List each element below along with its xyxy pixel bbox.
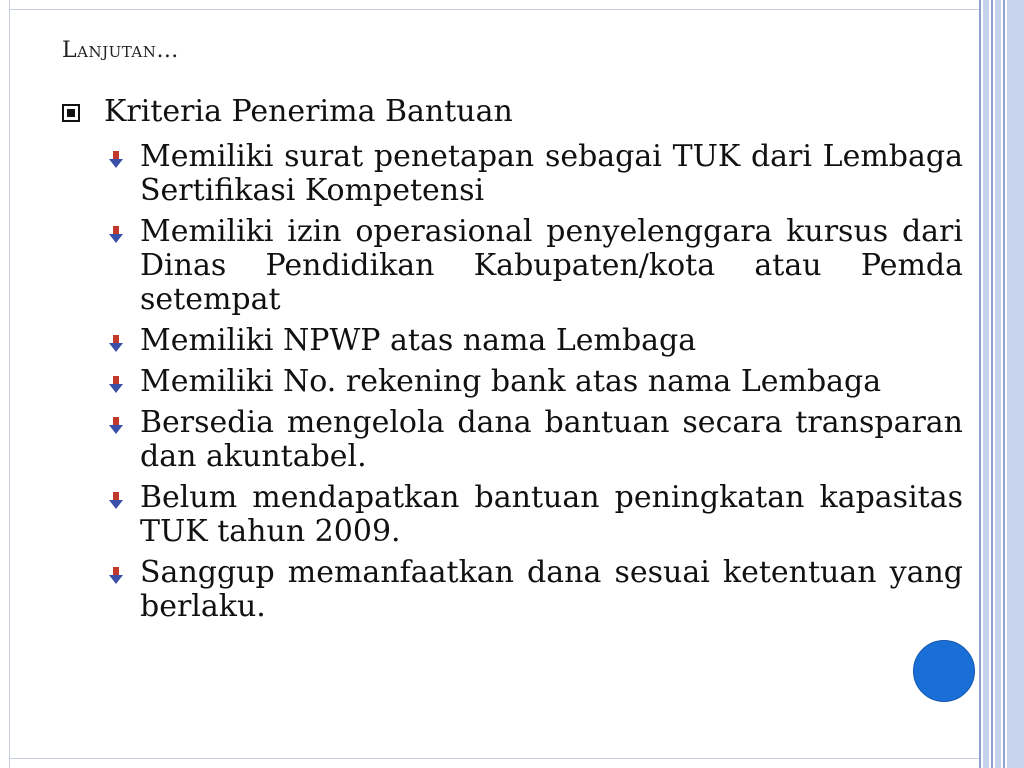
list-item-text: Memiliki izin operasional penyelenggara kursus dari Dinas Pendidikan Kabupaten/kota atau Pemda setempat — [140, 214, 963, 317]
list-item — [108, 406, 963, 474]
down-arrow-bullet-icon — [108, 335, 124, 353]
list-item — [108, 140, 963, 208]
down-arrow-bullet-icon — [108, 376, 124, 394]
criteria-heading: Kriteria Penerima Bantuan — [104, 94, 513, 129]
side-stripe — [983, 0, 989, 768]
list-item-text: Bersedia mengelola dana bantuan secara transparan dan akuntabel. — [140, 405, 963, 474]
slide-title: Lanjutan… — [62, 38, 179, 63]
frame-top-line — [9, 9, 981, 10]
list-item — [108, 365, 963, 399]
down-arrow-bullet-icon — [108, 492, 124, 510]
list-item-text: Memiliki NPWP atas nama Lembaga — [140, 323, 697, 358]
side-stripe — [991, 0, 993, 768]
list-item-text: Belum mendapatkan bantuan peningkatan kapasitas TUK tahun 2009. — [140, 480, 963, 549]
list-item — [108, 215, 963, 317]
down-arrow-bullet-icon — [108, 151, 124, 169]
down-arrow-bullet-icon — [108, 226, 124, 244]
side-stripe — [1003, 0, 1005, 768]
down-arrow-bullet-icon — [108, 417, 124, 435]
level1-bullet-row — [62, 94, 962, 130]
criteria-list — [108, 140, 963, 631]
side-stripe — [1007, 0, 1024, 768]
list-item — [108, 481, 963, 549]
frame-bottom-line — [9, 758, 981, 759]
list-item-text: Sanggup memanfaatkan dana sesuai ketentuan yang berlaku. — [140, 555, 963, 624]
list-item — [108, 556, 963, 624]
list-item-text: Memiliki surat penetapan sebagai TUK dari Lembaga Sertifikasi Kompetensi — [140, 139, 963, 208]
frame-left-line — [9, 0, 10, 768]
blue-circle-icon — [913, 640, 975, 702]
side-stripe — [995, 0, 1001, 768]
down-arrow-bullet-icon — [108, 567, 124, 585]
side-stripe — [979, 0, 981, 768]
list-item — [108, 324, 963, 358]
list-item-text: Memiliki No. rekening bank atas nama Lembaga — [140, 364, 882, 399]
square-box-bullet-icon — [62, 104, 80, 122]
